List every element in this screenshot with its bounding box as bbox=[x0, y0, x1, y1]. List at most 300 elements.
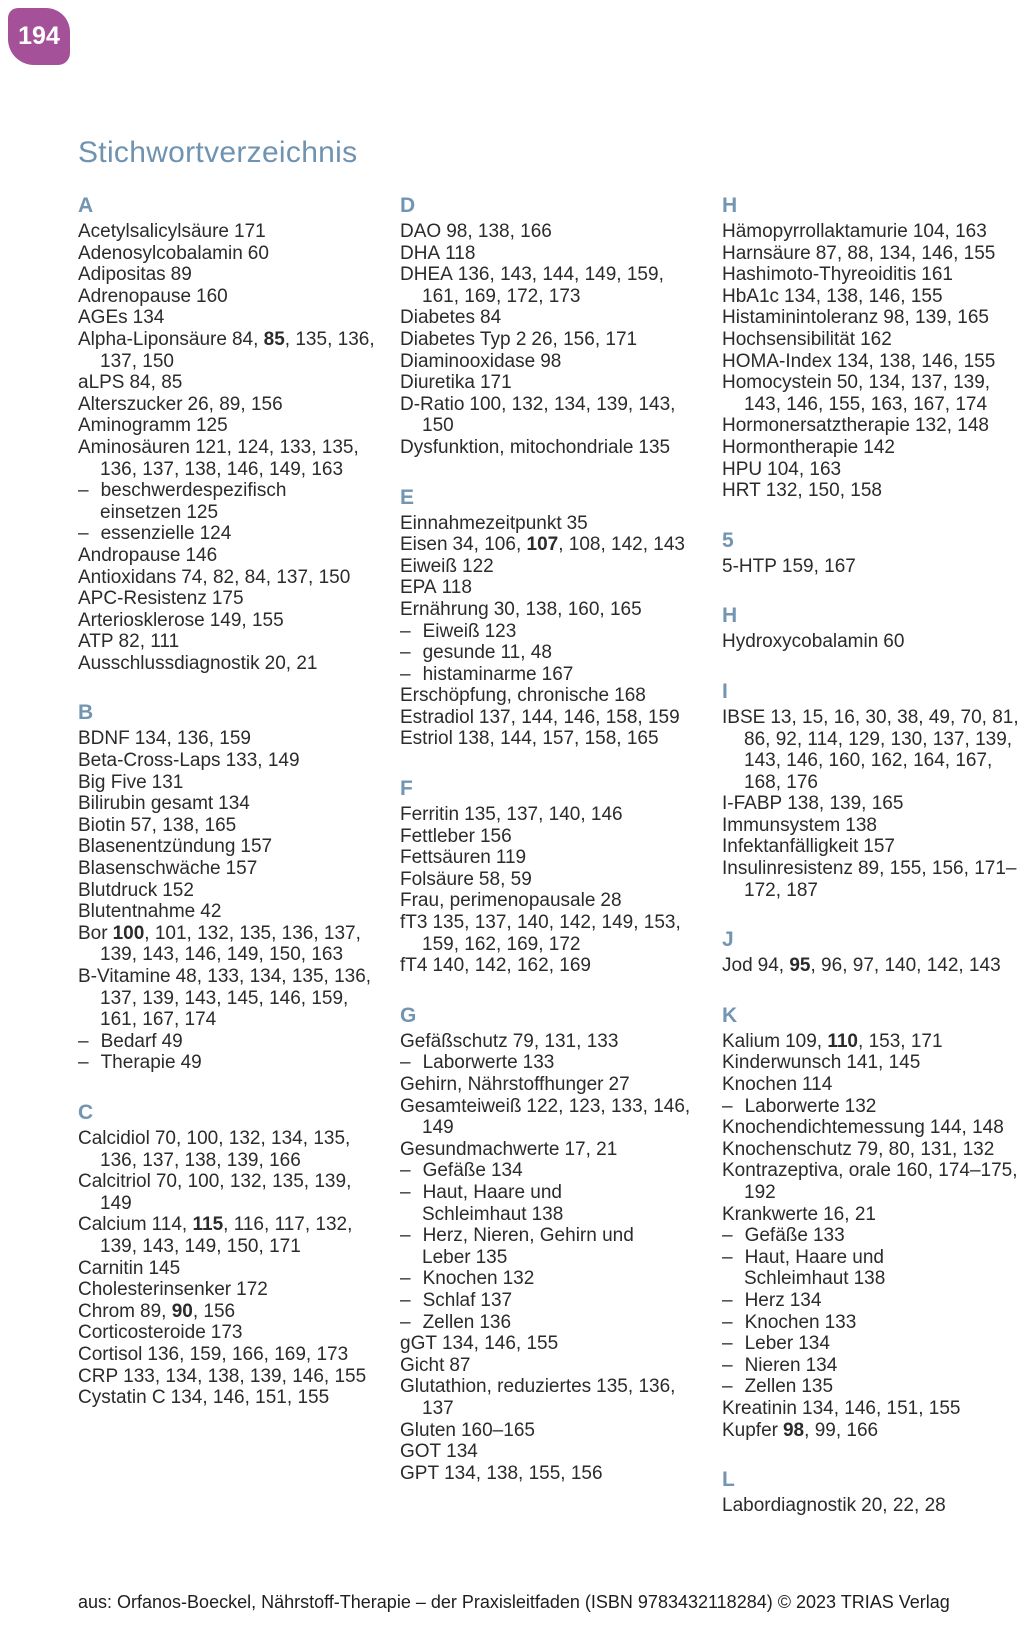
index-entry bbox=[400, 1355, 701, 1377]
entry-pages: 144, 148 bbox=[929, 1117, 1004, 1139]
entry-term: Hormontherapie bbox=[722, 436, 859, 458]
entry-pages: 137, 144, 146, 158, 159 bbox=[478, 706, 680, 728]
entry-term: Homocystein bbox=[722, 372, 832, 394]
index-entry bbox=[78, 793, 379, 815]
index-entry bbox=[78, 221, 379, 243]
entry-term: Laborwerte bbox=[422, 1052, 518, 1074]
entry-term: HbA1c bbox=[722, 285, 780, 307]
entry-pages: 135, 136, 137 bbox=[422, 1376, 676, 1419]
entry-term: Kupfer bbox=[722, 1419, 778, 1441]
index-entry bbox=[400, 1376, 701, 1419]
entry-pages: 84, 85 bbox=[129, 372, 183, 394]
index-section bbox=[722, 928, 1023, 977]
index-entry bbox=[400, 1333, 701, 1355]
entry-term: Ferritin bbox=[400, 804, 460, 826]
index-entry bbox=[400, 577, 701, 599]
entry-pages: 175 bbox=[211, 588, 244, 610]
entry-term: Calcium bbox=[78, 1214, 147, 1236]
entry-term: Gefäße bbox=[422, 1160, 486, 1182]
entry-pages: 136, 143, 144, 149, 159, 161, 169, 172, 173 bbox=[422, 264, 664, 307]
index-entry bbox=[400, 534, 701, 556]
entry-pages: 16, 21 bbox=[823, 1203, 876, 1225]
index-entry bbox=[722, 480, 1023, 502]
index-entry bbox=[78, 329, 379, 372]
index-entry bbox=[78, 966, 379, 1031]
entry-pages: 157 bbox=[225, 858, 258, 880]
entry-pages: 98, 99, 166 bbox=[782, 1419, 879, 1441]
entry-pages: 167 bbox=[541, 663, 574, 685]
entry-term: Diuretika bbox=[400, 372, 475, 394]
entry-pages: 138 bbox=[853, 1268, 886, 1290]
entry-pages: 134, 136, 159 bbox=[134, 728, 251, 750]
entry-term: Calcitriol bbox=[78, 1171, 151, 1193]
entry-pages: 114, 115, 116, 117, 132, 139, 143, 149, 150, 171 bbox=[100, 1214, 353, 1257]
index-entry bbox=[78, 1214, 379, 1257]
index-entry bbox=[400, 556, 701, 578]
entry-pages: 141, 145 bbox=[846, 1052, 921, 1074]
index-section bbox=[400, 1004, 701, 1484]
entry-term: HOMA-Index bbox=[722, 350, 832, 372]
entry-term: Eisen bbox=[400, 534, 448, 556]
entry-pages: 123 bbox=[484, 620, 517, 642]
entry-pages: 118 bbox=[441, 577, 472, 599]
entry-pages: 133 bbox=[812, 1225, 845, 1247]
entry-term: Haut, Haare und Schleimhaut bbox=[744, 1246, 884, 1290]
sub-entry-dash: – bbox=[400, 1181, 411, 1203]
page-number: 194 bbox=[18, 22, 60, 50]
index-entry bbox=[78, 1052, 379, 1074]
sub-entry-dash: – bbox=[722, 1354, 733, 1376]
index-section bbox=[722, 529, 1023, 578]
entry-pages: 135 bbox=[475, 1246, 508, 1268]
index-column bbox=[722, 194, 1023, 1544]
entry-pages: 89, 90, 156 bbox=[140, 1300, 236, 1322]
index-entry bbox=[722, 815, 1023, 837]
footer-credit: aus: Orfanos-Boeckel, Nährstoff-Therapie – der Praxisleitfaden (ISBN 9783432118284) © 2023 TRIAS Verlag bbox=[78, 1592, 950, 1612]
entry-pages: 137 bbox=[480, 1289, 513, 1311]
entry-pages: 132, 148 bbox=[914, 415, 989, 437]
entry-pages: 26, 156, 171 bbox=[531, 328, 638, 350]
entry-term: Diabetes Typ 2 bbox=[400, 328, 527, 350]
index-entry bbox=[400, 264, 701, 307]
entry-pages: 134 bbox=[798, 1333, 830, 1355]
entry-term: Alterszucker bbox=[78, 393, 183, 415]
index-entry bbox=[400, 1052, 701, 1074]
index-entry bbox=[400, 307, 701, 329]
entry-pages: 58, 59 bbox=[478, 868, 532, 890]
entry-term: fT3 bbox=[400, 912, 428, 934]
entry-term: HPU bbox=[722, 458, 763, 480]
index-column bbox=[78, 194, 379, 1544]
entry-term: Immunsystem bbox=[722, 814, 841, 836]
entry-term: Aminogramm bbox=[78, 415, 191, 437]
index-entry bbox=[78, 588, 379, 610]
entry-pages: 140, 142, 162, 169 bbox=[432, 955, 591, 977]
index-entry bbox=[400, 912, 701, 955]
entry-term: APC-Resistenz bbox=[78, 588, 207, 610]
entry-term: Acetylsalicylsäure bbox=[78, 221, 229, 242]
entry-term: Andropause bbox=[78, 544, 181, 566]
index-entry bbox=[78, 437, 379, 480]
entry-term: Knochen bbox=[422, 1268, 498, 1290]
entry-pages: 157 bbox=[240, 836, 273, 858]
entry-term: Gluten bbox=[400, 1419, 456, 1441]
entry-term: Erschöpfung, chronische bbox=[400, 685, 610, 707]
entry-pages: 35 bbox=[566, 512, 588, 534]
section-letter: G bbox=[400, 1003, 417, 1027]
entry-term: Ernährung bbox=[400, 598, 489, 620]
section-letter: L bbox=[722, 1468, 735, 1492]
section-letter: H bbox=[722, 604, 738, 628]
entry-term: Calcidiol bbox=[78, 1127, 150, 1149]
index-entry bbox=[400, 642, 701, 664]
entry-term: Hormonersatztherapie bbox=[722, 415, 910, 437]
index-entry bbox=[400, 1182, 701, 1225]
entry-term: ATP bbox=[78, 631, 114, 653]
section-letter: C bbox=[78, 1100, 94, 1124]
index-entry bbox=[722, 1052, 1023, 1074]
index-entry bbox=[78, 286, 379, 308]
entry-term: GOT bbox=[400, 1441, 442, 1463]
sub-entry-dash: – bbox=[400, 620, 411, 642]
index-entry bbox=[722, 329, 1023, 351]
index-entry bbox=[400, 1031, 701, 1053]
entry-term: D-Ratio bbox=[400, 393, 465, 415]
section-letter: K bbox=[722, 1003, 738, 1027]
entry-pages: 119 bbox=[495, 847, 527, 869]
index-section bbox=[78, 1101, 379, 1409]
index-entry bbox=[400, 1160, 701, 1182]
index-entry bbox=[78, 1301, 379, 1323]
index-entry bbox=[722, 1333, 1023, 1355]
index-entry bbox=[78, 836, 379, 858]
entry-term: Einnahmezeitpunkt bbox=[400, 512, 562, 534]
index-entry bbox=[400, 685, 701, 707]
page-title: Stichwortverzeichnis bbox=[78, 136, 358, 169]
index-entry bbox=[722, 437, 1023, 459]
entry-pages: 49 bbox=[161, 1030, 183, 1052]
index-entry bbox=[400, 1139, 701, 1161]
entry-pages: 135, 137, 140, 146 bbox=[464, 804, 623, 826]
entry-pages: 133 bbox=[824, 1311, 857, 1333]
index-entry bbox=[400, 437, 701, 459]
section-letter: J bbox=[722, 928, 734, 952]
index-entry bbox=[722, 372, 1023, 415]
index-entry bbox=[722, 1420, 1023, 1442]
entry-term: Hydroxycobalamin bbox=[722, 631, 879, 653]
index-entry bbox=[722, 221, 1023, 243]
entry-term: Knochen bbox=[744, 1311, 820, 1333]
index-section bbox=[78, 194, 379, 674]
entry-term: Big Five bbox=[78, 771, 147, 793]
index-entry bbox=[400, 372, 701, 394]
entry-term: Therapie bbox=[100, 1052, 176, 1074]
entry-pages: 134 bbox=[218, 793, 250, 815]
entry-term: Eiweiß bbox=[400, 555, 458, 577]
index-entry bbox=[400, 847, 701, 869]
entry-term: Blutentnahme bbox=[78, 901, 196, 923]
entry-pages: 133 bbox=[522, 1052, 555, 1074]
entry-pages: 84 bbox=[480, 307, 502, 329]
entry-pages: 171 bbox=[234, 221, 266, 242]
entry-term: Diaminooxidase bbox=[400, 350, 536, 372]
sub-entry-dash: – bbox=[722, 1333, 733, 1355]
entry-term: Frau, perimenopausale bbox=[400, 890, 596, 912]
index-entry bbox=[78, 1344, 379, 1366]
entry-term: Blasenschwäche bbox=[78, 858, 221, 880]
index-entry bbox=[722, 1312, 1023, 1334]
entry-term: Hämopyrrollaktamurie bbox=[722, 221, 908, 242]
entry-pages: 136 bbox=[479, 1311, 512, 1333]
index-entry bbox=[78, 631, 379, 653]
entry-term: Knochenschutz bbox=[722, 1138, 852, 1160]
index-columns bbox=[78, 194, 1023, 1544]
entry-term: Kinderwunsch bbox=[722, 1052, 842, 1074]
entry-pages: 160, 174–175, 192 bbox=[744, 1160, 1018, 1203]
index-entry bbox=[400, 869, 701, 891]
entry-pages: 134, 146, 155 bbox=[441, 1333, 559, 1355]
entry-pages: 124 bbox=[199, 523, 232, 545]
page-number-badge bbox=[8, 8, 70, 65]
index-entry bbox=[78, 772, 379, 794]
sub-entry-dash: – bbox=[78, 523, 89, 545]
index-entry bbox=[78, 923, 379, 966]
entry-pages: 138, 144, 157, 158, 165 bbox=[457, 728, 659, 750]
entry-pages: 138 bbox=[845, 814, 877, 836]
index-section bbox=[722, 1468, 1023, 1517]
index-section bbox=[722, 194, 1023, 502]
entry-term: Knochendichtemessung bbox=[722, 1117, 925, 1139]
entry-term: DHA bbox=[400, 242, 441, 264]
index-entry bbox=[400, 1463, 701, 1485]
index-entry bbox=[722, 1376, 1023, 1398]
sub-entry-dash: – bbox=[722, 1225, 733, 1247]
entry-term: Bilirubin gesamt bbox=[78, 793, 214, 815]
entry-pages: 145 bbox=[148, 1257, 181, 1279]
entry-pages: 132 bbox=[844, 1095, 877, 1117]
sub-entry-dash: – bbox=[78, 480, 89, 502]
entry-pages: 134 bbox=[446, 1441, 478, 1463]
entry-pages: 100, 132, 134, 139, 143, 150 bbox=[422, 393, 676, 437]
index-entry bbox=[722, 1074, 1023, 1096]
index-entry bbox=[400, 826, 701, 848]
entry-pages: 138 bbox=[531, 1203, 564, 1225]
section-letter: H bbox=[722, 194, 738, 217]
entry-term: Insulinresistenz bbox=[722, 858, 853, 880]
entry-term: Zellen bbox=[744, 1376, 797, 1398]
entry-term: Estriol bbox=[400, 728, 453, 750]
entry-term: Corticosteroide bbox=[78, 1322, 206, 1344]
index-entry bbox=[400, 1420, 701, 1442]
entry-pages: 149, 155 bbox=[209, 609, 284, 631]
entry-pages: 11, 48 bbox=[500, 642, 552, 664]
entry-term: Nieren bbox=[744, 1354, 801, 1376]
entry-pages: 122 bbox=[462, 555, 494, 577]
entry-pages: 138, 139, 165 bbox=[787, 793, 904, 815]
entry-pages: 60 bbox=[247, 242, 269, 264]
entry-term: Glutathion, reduziertes bbox=[400, 1376, 592, 1398]
entry-term: Bedarf bbox=[100, 1030, 157, 1052]
entry-pages: 84, 85, 135, 136, 137, 150 bbox=[100, 328, 375, 372]
entry-pages: 134 bbox=[490, 1160, 523, 1182]
entry-pages: 125 bbox=[186, 501, 219, 523]
index-entry bbox=[400, 707, 701, 729]
index-entry bbox=[722, 1139, 1023, 1161]
entry-pages: 160 bbox=[196, 285, 228, 307]
entry-pages: 173 bbox=[210, 1322, 243, 1344]
index-entry bbox=[78, 523, 379, 545]
section-letter: D bbox=[400, 194, 416, 217]
index-entry bbox=[78, 610, 379, 632]
entry-pages: 135, 137, 140, 142, 149, 153, 159, 162, 169, 172 bbox=[422, 912, 681, 955]
entry-term: Krankwerte bbox=[722, 1203, 819, 1225]
index-entry bbox=[400, 728, 701, 750]
entry-term: Kalium bbox=[722, 1030, 781, 1052]
entry-pages: 132 bbox=[502, 1268, 535, 1290]
sub-entry-dash: – bbox=[400, 1225, 411, 1247]
entry-pages: 82, 111 bbox=[118, 631, 180, 653]
entry-pages: 172 bbox=[236, 1279, 268, 1301]
index-column bbox=[400, 194, 701, 1544]
index-entry bbox=[78, 815, 379, 837]
entry-term: Gefäßschutz bbox=[400, 1030, 508, 1052]
entry-pages: 13, 15, 16, 30, 38, 49, 70, 81, 86, 92, 114, 129, 130, 137, 139, 143, 146, 160, 162, 164, 167, 168, 176 bbox=[744, 706, 1019, 793]
entry-pages: 133, 134, 138, 139, 146, 155 bbox=[123, 1365, 367, 1387]
index-entry bbox=[400, 329, 701, 351]
sub-entry-dash: – bbox=[400, 1052, 411, 1074]
entry-term: Cholesterinsenker bbox=[78, 1279, 232, 1301]
index-entry bbox=[78, 653, 379, 675]
entry-term: Knochen bbox=[722, 1074, 798, 1096]
index-section bbox=[400, 777, 701, 977]
entry-pages: 131 bbox=[151, 771, 184, 793]
entry-term: fT4 bbox=[400, 955, 428, 977]
sub-entry-dash: – bbox=[722, 1246, 733, 1268]
entry-pages: 134, 138, 146, 155 bbox=[784, 285, 943, 307]
entry-pages: 152 bbox=[162, 879, 194, 901]
entry-pages: 118 bbox=[445, 242, 476, 264]
entry-pages: 98, 139, 165 bbox=[883, 307, 989, 329]
index-section bbox=[400, 194, 701, 459]
index-entry bbox=[400, 890, 701, 912]
entry-pages: 136, 159, 166, 169, 173 bbox=[147, 1343, 349, 1365]
index-section bbox=[722, 1004, 1023, 1441]
index-entry bbox=[78, 243, 379, 265]
entry-term: Eiweiß bbox=[422, 620, 480, 642]
entry-term: Hochsensibilität bbox=[722, 328, 856, 350]
entry-pages: 74, 82, 84, 137, 150 bbox=[181, 566, 351, 588]
entry-term: Leber bbox=[744, 1333, 794, 1355]
index-entry bbox=[722, 1204, 1023, 1226]
index-entry bbox=[722, 1290, 1023, 1312]
index-entry bbox=[722, 1031, 1023, 1053]
index-entry bbox=[722, 793, 1023, 815]
index-entry bbox=[400, 1268, 701, 1290]
entry-term: I-FABP bbox=[722, 793, 783, 815]
index-section bbox=[722, 604, 1023, 653]
entry-term: Gehirn, Nährstoffhunger bbox=[400, 1074, 604, 1095]
entry-term: Gesundmachwerte bbox=[400, 1138, 560, 1160]
entry-term: Ausschlussdiagnostik bbox=[78, 652, 260, 674]
index-entry bbox=[722, 1225, 1023, 1247]
index-entry bbox=[722, 286, 1023, 308]
entry-term: Gefäße bbox=[744, 1225, 808, 1247]
entry-term: essenzielle bbox=[100, 523, 195, 545]
entry-term: Aminosäuren bbox=[78, 436, 190, 458]
entry-pages: 17, 21 bbox=[564, 1138, 618, 1160]
index-entry bbox=[400, 621, 701, 643]
entry-pages: 104, 163 bbox=[912, 221, 987, 242]
entry-pages: 50, 134, 137, 139, 143, 146, 155, 163, 167, 174 bbox=[744, 372, 991, 415]
section-letter: A bbox=[78, 194, 94, 217]
entry-term: Cortisol bbox=[78, 1343, 143, 1365]
index-entry bbox=[722, 351, 1023, 373]
entry-term: Herz bbox=[744, 1289, 785, 1311]
index-entry bbox=[722, 1398, 1023, 1420]
entry-term: Fettsäuren bbox=[400, 847, 491, 869]
entry-pages: 34, 106, 107, 108, 142, 143 bbox=[452, 534, 685, 556]
index-entry bbox=[78, 1366, 379, 1388]
sub-entry-dash: – bbox=[400, 1311, 411, 1333]
entry-pages: 60 bbox=[883, 631, 905, 653]
sub-entry-dash: – bbox=[400, 1160, 411, 1182]
entry-pages: 89 bbox=[170, 264, 192, 286]
entry-term: Fettleber bbox=[400, 825, 475, 847]
index-entry bbox=[78, 880, 379, 902]
entry-term: Folsäure bbox=[400, 868, 474, 890]
index-entry bbox=[400, 351, 701, 373]
section-letter: 5 bbox=[722, 528, 734, 552]
sub-entry-dash: – bbox=[400, 1268, 411, 1290]
entry-pages: 100, 101, 132, 135, 136, 137, 139, 143, 146, 149, 150, 163 bbox=[100, 922, 361, 966]
entry-term: Infektanfälligkeit bbox=[722, 836, 859, 858]
entry-term: Zellen bbox=[422, 1311, 475, 1333]
index-entry bbox=[400, 1290, 701, 1312]
index-entry bbox=[78, 1171, 379, 1214]
sub-entry-dash: – bbox=[400, 642, 411, 664]
entry-term: Adrenopause bbox=[78, 285, 192, 307]
index-entry bbox=[78, 545, 379, 567]
index-entry bbox=[722, 707, 1023, 793]
entry-pages: 27 bbox=[608, 1074, 630, 1095]
index-entry bbox=[78, 728, 379, 750]
entry-pages: 162 bbox=[860, 328, 892, 350]
index-entry bbox=[78, 750, 379, 772]
entry-pages: 57, 138, 165 bbox=[130, 814, 237, 836]
index-entry bbox=[78, 1387, 379, 1409]
entry-term: BDNF bbox=[78, 728, 130, 750]
entry-pages: 104, 163 bbox=[767, 458, 842, 480]
entry-term: Beta-Cross-Laps bbox=[78, 750, 221, 772]
index-entry bbox=[400, 1312, 701, 1334]
index-section bbox=[400, 486, 701, 751]
entry-term: Arteriosklerose bbox=[78, 609, 205, 631]
entry-term: gesunde bbox=[422, 642, 496, 664]
entry-term: Herz, Nieren, Gehirn und Leber bbox=[422, 1225, 634, 1268]
entry-term: DAO bbox=[400, 221, 442, 242]
index-entry bbox=[722, 955, 1023, 977]
entry-term: 5-HTP bbox=[722, 555, 777, 577]
entry-term: Kreatinin bbox=[722, 1397, 797, 1419]
entry-term: Estradiol bbox=[400, 706, 474, 728]
entry-term: Alpha-Liponsäure bbox=[78, 328, 227, 350]
entry-term: Jod bbox=[722, 955, 753, 977]
entry-pages: 87 bbox=[449, 1354, 471, 1376]
index-entry bbox=[78, 264, 379, 286]
section-letter: B bbox=[78, 701, 94, 725]
entry-term: Kontrazeptiva, orale bbox=[722, 1160, 891, 1182]
entry-pages: 89, 155, 156, 171–172, 187 bbox=[744, 858, 1017, 901]
